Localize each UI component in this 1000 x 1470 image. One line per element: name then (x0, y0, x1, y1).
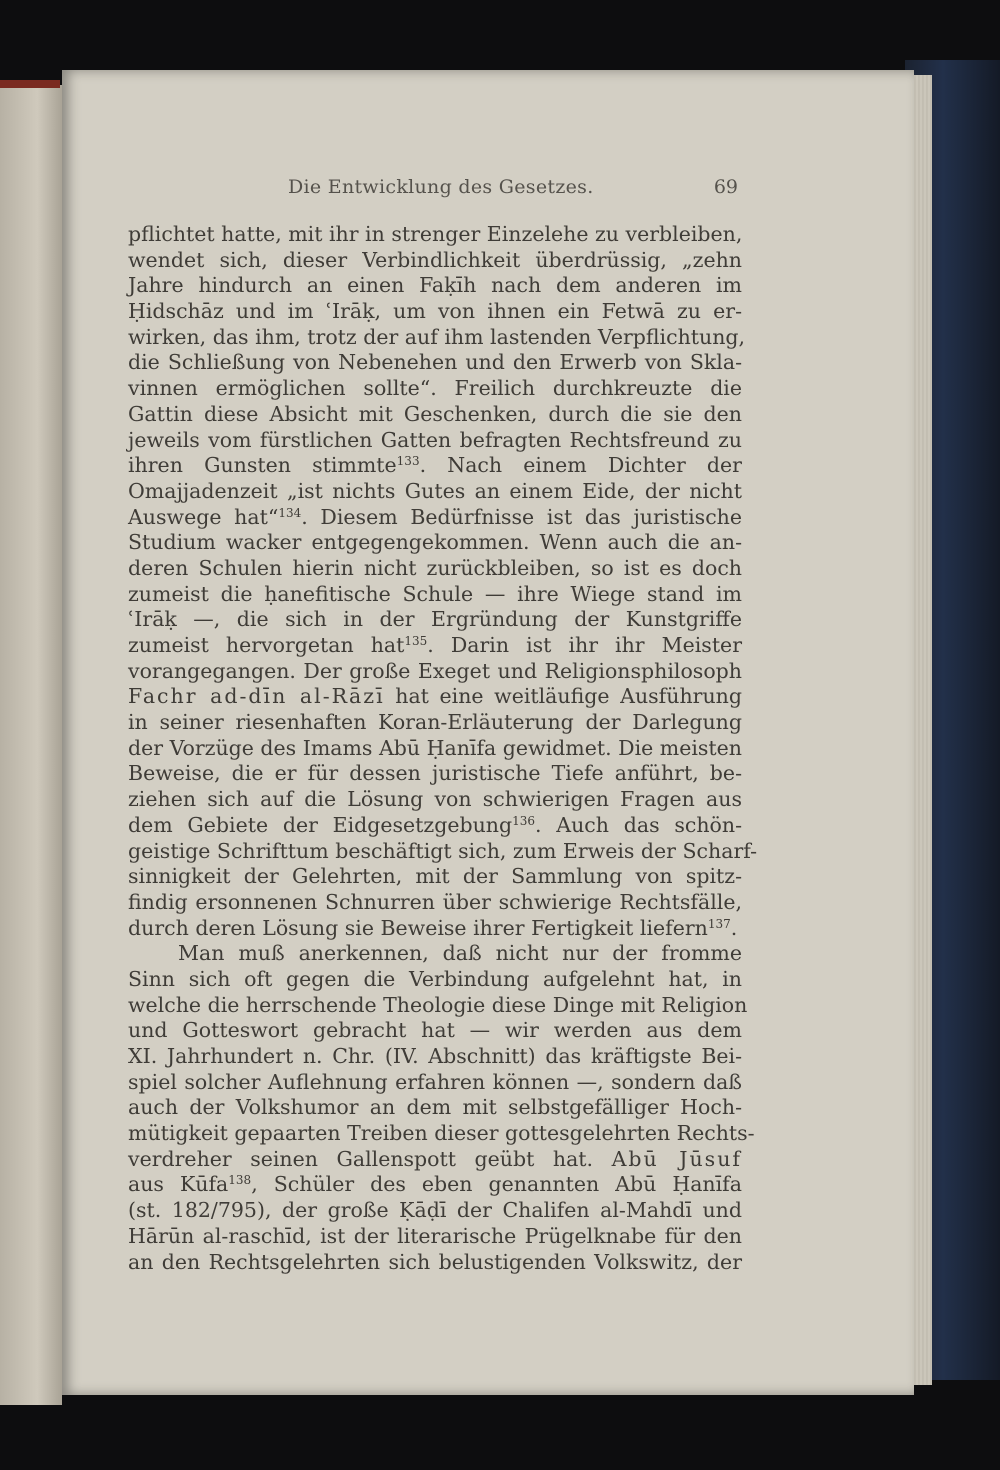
text-line: sinnigkeit der Gelehrten, mit der Sammlung von spitz- (128, 864, 742, 889)
text-line: Studium wacker entgegengekommen. Wenn auch die an- (128, 530, 742, 555)
text-line: findig ersonnenen Schnurren über schwierige Rechtsfälle, (128, 889, 742, 914)
text-fragment: hat eine weitläufige Ausführung (384, 684, 742, 709)
footnote-ref: 134 (278, 505, 302, 520)
text-line: jeweils vom fürstlichen Gatten befragten Rechtsfreund zu (128, 427, 742, 452)
text-fragment: aus Kūfa (128, 1172, 229, 1197)
text-fragment: ihren Gunsten stimmte (128, 453, 397, 478)
text-line (128, 916, 742, 942)
text-fragment: . Nach einem Dichter der (419, 453, 742, 478)
text-line: Hārūn al-raschīd, ist der literarische Prügelknabe für den (128, 1223, 742, 1248)
left-page-edge (0, 85, 62, 1405)
author-name: Abū Jūsuf (611, 1146, 742, 1171)
text-line: Omajjadenzeit „ist nichts Gutes an einem Eide, der nicht (128, 478, 742, 503)
text-line: Jahre hindurch an einen Faḳīh nach dem anderen im (128, 273, 742, 298)
text-fragment: dem Gebiete der Eidgesetzgebung (128, 812, 513, 837)
text-line: Man muß anerkennen, daß nicht nur der fromme (178, 941, 742, 966)
page-number: 69 (713, 176, 738, 198)
text-fragment: . Diesem Bedürfnisse ist das juristische (301, 504, 743, 529)
text-fragment: Auswege hat“ (128, 504, 279, 529)
text-fragment: , Schüler des eben genannten Abū Ḥanīfa (251, 1172, 742, 1197)
body-text (128, 222, 758, 1275)
author-name: Fachr ad-dīn al-Rāzī (128, 684, 385, 709)
text-line: ziehen sich auf die Lösung von schwierigen Fragen aus (128, 787, 742, 812)
text-line: die Schließung von Nebenehen und den Erwerb von Skla- (128, 350, 742, 375)
text-fragment: . Auch das schön- (535, 812, 742, 837)
text-line: der Vorzüge des Imams Abū Ḥanīfa gewidmet. Die meisten (128, 735, 742, 760)
text-line: ʿIrāḳ —, die sich in der Ergründung der Kunstgriffe (128, 607, 742, 632)
text-line: mütigkeit gepaarten Treiben dieser gottesgelehrten Rechts- (128, 1121, 755, 1146)
footnote-ref: 136 (512, 813, 536, 828)
footnote-ref: 135 (404, 634, 428, 648)
text-line: in seiner riesenhaften Koran-Erläuterung der Darlegung (128, 710, 742, 735)
text-line: auch der Volkshumor an dem mit selbstgefälliger Hoch- (128, 1095, 742, 1120)
text-line (128, 505, 742, 531)
text-line: vorangegangen. Der große Exeget und Religionsphilosoph (128, 658, 742, 683)
text-line: pflichtet hatte, mit ihr in strenger Einzelehe zu verbleiben, (128, 222, 743, 246)
text-fragment: zumeist hervorgetan hat (128, 633, 405, 657)
text-line: Ḥidschāz und im ʿIrāḳ, um von ihnen ein Fetwā zu er- (128, 299, 742, 324)
left-page-binding (0, 80, 60, 88)
text-line: Gattin diese Absicht mit Geschenken, durch die sie den (128, 401, 742, 426)
text-fragment: verdreher seinen Gallenspott geübt hat. (128, 1146, 594, 1171)
text-line (128, 453, 742, 479)
footnote-ref: 138 (228, 1173, 252, 1188)
text-line (128, 1147, 742, 1173)
text-line (128, 813, 742, 839)
text-fragment: . (730, 915, 738, 940)
text-line: geistige Schrifttum beschäftigt sich, zum Erweis der Scharf- (128, 838, 758, 863)
text-line: an den Rechtsgelehrten sich belustigenden Volkswitz, der (128, 1249, 742, 1274)
running-header (130, 172, 742, 202)
text-line: und Gotteswort gebracht hat — wir werden aus dem (128, 1018, 742, 1043)
text-line: (st. 182/795), der große Ḳāḍī der Chalifen al-Mahdī und (128, 1198, 742, 1223)
text-line: XI. Jahrhundert n. Chr. (IV. Abschnitt) das kräftigste Bei- (128, 1044, 742, 1068)
text-fragment: durch deren Lösung sie Beweise ihrer Fertigkeit liefern (128, 915, 708, 940)
text-line: zumeist die ḥanefitische Schule — ihre Wiege stand im (128, 581, 742, 606)
text-line: vinnen ermöglichen sollte“. Freilich durchkreuzte die (128, 376, 742, 401)
text-line: spiel solcher Auflehnung erfahren können —, sondern daß (128, 1069, 742, 1094)
text-line: wendet sich, dieser Verbindlichkeit überdrüssig, „zehn (128, 247, 742, 272)
text-line: Beweise, die er für dessen juristische Tiefe anführt, be- (128, 761, 742, 786)
text-line (128, 1172, 742, 1198)
text-line: Sinn sich oft gegen die Verbindung aufgelehnt hat, in (128, 966, 742, 991)
text-line: deren Schulen hierin nicht zurückbleiben, so ist es doch (128, 555, 742, 580)
text-line (128, 684, 742, 710)
text-line (128, 633, 742, 659)
footnote-ref: 133 (396, 454, 420, 469)
footnote-ref: 137 (707, 916, 731, 931)
header-title: Die Entwicklung des Gesetzes. (288, 176, 594, 198)
text-line: wirken, das ihm, trotz der auf ihm lastenden Verpflichtung, (128, 324, 746, 349)
text-fragment: . Darin ist ihr ihr Meister (427, 633, 742, 657)
text-line: welche die herrschende Theologie diese Dinge mit Religion (128, 992, 748, 1017)
